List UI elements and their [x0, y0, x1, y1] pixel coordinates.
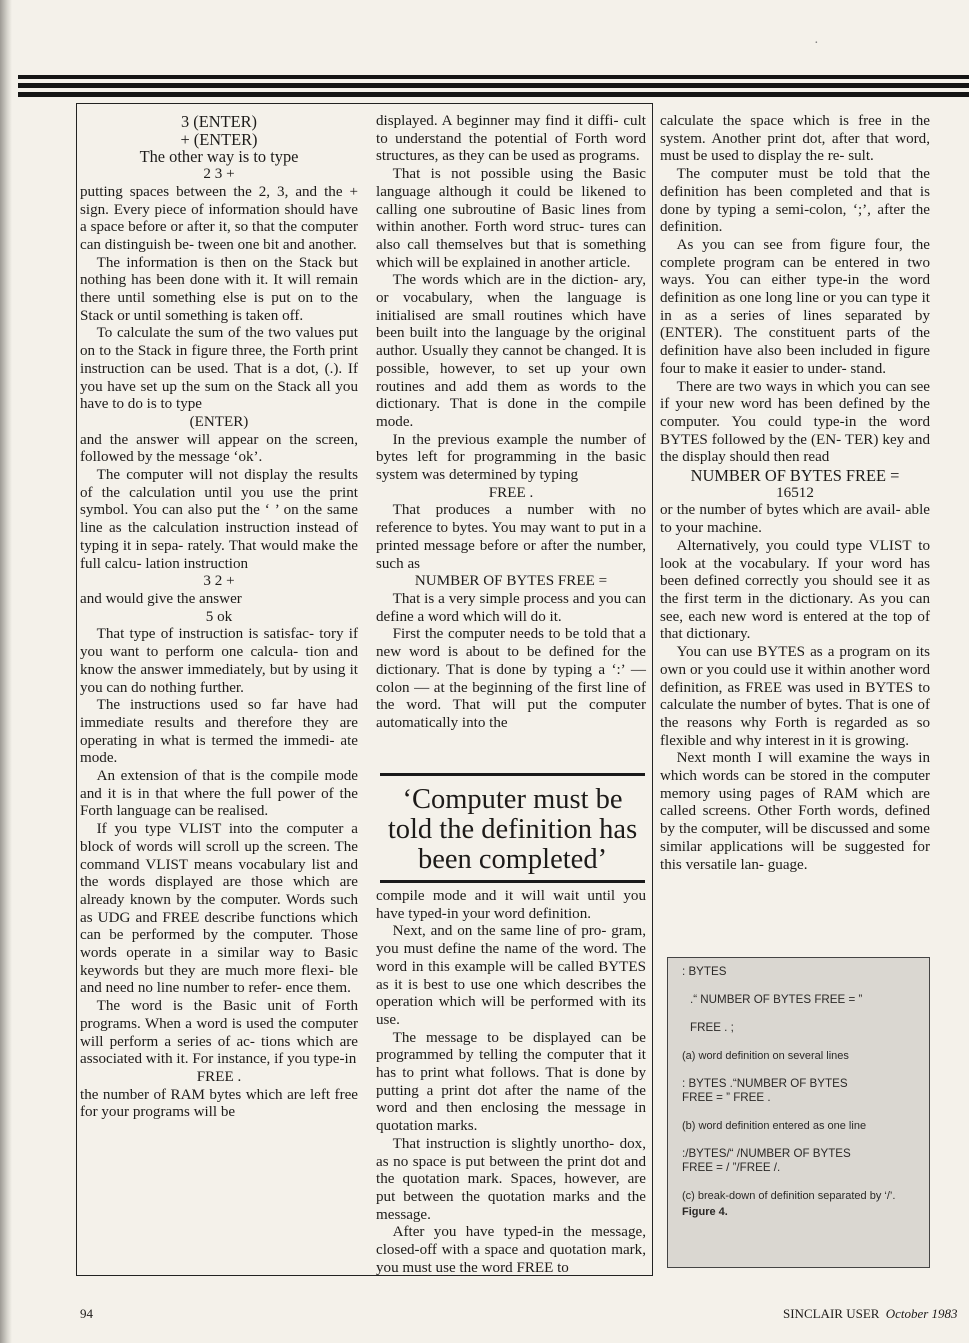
paragraph: The words which are in the diction- ary, or vocabulary, when the language is initialised are small routines which have been built into the language by the original author. Usually they cannot be changed. It is possible, however, to set up your own routines and add them as words to the dictionary. That is done in the compile mode. — [376, 272, 646, 430]
code-line: (ENTER) — [189, 413, 249, 430]
paragraph: calculate the space which is free in the system. Another print dot, after that word, must be used to display the re- sult. — [660, 113, 930, 165]
paragraph: The computer must be told that the definition has been completed and that is done by typing a semi-colon, ‘;’, after the definition. — [660, 166, 930, 236]
magazine-name: SINCLAIR USER — [783, 1306, 880, 1321]
figure-code-line: : BYTES — [682, 965, 727, 978]
paragraph: That is not possible using the Basic language although it could be likened to calling one subroutine of Basic lines from within another. Forth word struc- tures can also call themselves but that is something which will be explained in another article. — [376, 166, 646, 271]
code-line: 5 ok — [205, 608, 233, 625]
code-line: NUMBER OF BYTES FREE = — [414, 573, 608, 590]
column-2-top — [376, 113, 646, 733]
paragraph: There are two ways in which you can see if your new word has been defined by the computer. You could type-in the word BYTES followed by the (EN- TER) key and the display should then read — [660, 378, 930, 466]
code-line: + (ENTER) — [180, 129, 258, 149]
paragraph: You can use BYTES as a program on its own or you could use it within another word definition, as FREE was used in BYTES to calculate the number of bytes. That is one of the reasons why Forth is regarded as so flexible and why interest in it is growing. — [660, 644, 930, 749]
paragraph: or the number of bytes which are avail- able to your machine. — [660, 502, 930, 537]
code-line: NUMBER OF BYTES FREE = — [690, 466, 900, 486]
code-line: FREE . — [196, 1068, 242, 1085]
paragraph: compile mode and it will wait until you have typed-in your word definition. — [376, 888, 646, 922]
code-line: 2 3 + — [203, 166, 235, 183]
figure-label: Figure 4. — [682, 1206, 728, 1218]
figure-caption-b: (b) word definition entered as one line — [682, 1120, 867, 1132]
paragraph: Next, and on the same line of pro- gram, you must define the name of the word. The word in this example will be called BYTES as it is best to use one which describes the operation which will be performed with its use. — [376, 923, 646, 1028]
figure-code-line: FREE . ; — [690, 1021, 734, 1034]
paragraph: and the answer will appear on the screen, followed by the message ‘ok’. — [80, 431, 358, 466]
header-rule-3 — [18, 92, 969, 97]
figure-4-box — [667, 957, 930, 1268]
figure-caption-c: (c) break-down of definition separated by ‘/’. — [682, 1190, 896, 1202]
pull-quote: ‘Computer must be told the definition has been completed’ — [380, 773, 645, 883]
paragraph: An extension of that is the compile mode and it is in that where the full power of the Forth language can be realised. — [80, 768, 358, 820]
paragraph: In the previous example the number of bytes left for programming in the basic system was determined by typing — [376, 431, 646, 484]
paragraph: The instructions used so far have had immediate results and therefore they are operating in what is termed the immedi- ate mode. — [80, 697, 358, 767]
paragraph: putting spaces between the 2, 3, and the + sign. Every piece of information should have a space before or after it, so that the computer can distinguish be- tween one bit and another. — [80, 183, 358, 253]
speck: · — [814, 36, 819, 51]
paragraph: That instruction is slightly unortho- dox, as no space is put between the print dot and the quotation mark. Spaces, however, are put between the quotation marks and the message. — [376, 1135, 646, 1223]
footer-magazine — [783, 1306, 958, 1322]
issue-date: October 1983 — [885, 1306, 958, 1321]
paragraph: The information is then on the Stack but nothing has been done with it. It will remain there until something else is put on to the Stack or until something is taken off. — [80, 254, 358, 324]
code-line: 3 2 + — [203, 573, 235, 590]
paragraph: displayed. A beginner may find it diffi- cult to understand the potential of Forth word structures, as they can be used as programs. — [376, 113, 646, 165]
paragraph: First the computer needs to be told that a new word is about to be defined for the dictionary. That is done by typing a ‘:’ — colon — at the beginning of the first line of the word. That will put the computer automatically into the — [376, 626, 646, 731]
paragraph: That is a very simple process and you can define a word which will do it. — [376, 590, 646, 625]
figure-code-line: : BYTES .“NUMBER OF BYTES FREE = ” FREE . — [682, 1077, 848, 1104]
paragraph: Alternatively, you could type VLIST to look at the vocabulary. If your word has been defined correctly you should see it as the first term in the dictionary. As you can see, each new word is entered at the top of that dictionary. — [660, 537, 930, 643]
column-2-bottom — [376, 888, 646, 1277]
page-binding-shadow — [0, 0, 12, 1343]
code-line: 3 (ENTER) — [180, 112, 257, 131]
paragraph: The other way is to type — [139, 147, 299, 167]
code-line: FREE . — [488, 484, 534, 501]
paragraph: To calculate the sum of the two values put on to the Stack in figure three, the Forth print instruction can be used. That is a dot, (.). If you have set up the sum on the Stack all you have to do is to type — [80, 325, 358, 413]
paragraph: The message to be displayed can be programmed by telling the computer that it has to print what follows. That is done by putting a print dot after the name of the word and then enclosing the message in quotation marks. — [376, 1029, 646, 1135]
paragraph: That type of instruction is satisfac- tory if you want to perform one calcula- tion and know the answer immediately, but by using it you can do nothing further. — [80, 626, 358, 696]
column-3 — [660, 113, 930, 874]
paragraph: Next month I will examine the ways in which words can be stored in the computer memory using pages of RAM which are called screens. Other Forth words, defined by the computer, will be discussed and some similar applications will be suggested for this versatile lan- guage. — [660, 750, 930, 873]
figure-code-line: .“ NUMBER OF BYTES FREE = ” — [690, 993, 863, 1006]
paragraph: The word is the Basic unit of Forth programs. When a word is used the computer will perform a series of ac- tions which are associated with it. For instance, if you type-in — [80, 998, 358, 1068]
paragraph: If you type VLIST into the computer a block of words will scroll up the screen. The command VLIST means vocabulary list and the words displayed are those which are already known by the computer. Words such as UDG and FREE describe functions which can be performed by the computer. Those words operate in a similar way to Basic keywords but they are much more flexi- ble and need no line number to refer- ence them. — [80, 821, 358, 997]
figure-code-line: :/BYTES/“ /NUMBER OF BYTES FREE = / ”/FREE /. — [682, 1147, 851, 1174]
header-rule-1 — [18, 75, 969, 79]
paragraph: and would give the answer — [80, 590, 242, 607]
code-line: 16512 — [776, 484, 814, 501]
figure-caption-a: (a) word definition on several lines — [682, 1050, 849, 1062]
paragraph: After you have typed-in the message, closed-off with a space and quotation mark, you must use the word FREE to — [376, 1224, 646, 1276]
page-number: 94 — [80, 1306, 93, 1321]
paragraph: That produces a number with no reference to bytes. You may want to put in a printed message before or after the number, such as — [376, 502, 646, 572]
paragraph: The computer will not display the results of the calculation until you use the print symbol. You can also put the ‘ ’ on the same line as the calculation instruction instead of typing it in sepa- rately. That would make the full calcu- lation instruction — [80, 467, 358, 572]
column-1 — [80, 113, 358, 1122]
header-rule-2 — [18, 83, 969, 88]
paragraph: the number of RAM bytes which are left free for your programs will be — [80, 1086, 358, 1121]
paragraph: As you can see from figure four, the complete program can be entered in two ways. You can either type-in the word definition as one long line or you can type it in as a series of lines separated by (ENTER). The constituent parts of the definition have also been included in figure four to make it easier to under- stand. — [660, 236, 930, 377]
